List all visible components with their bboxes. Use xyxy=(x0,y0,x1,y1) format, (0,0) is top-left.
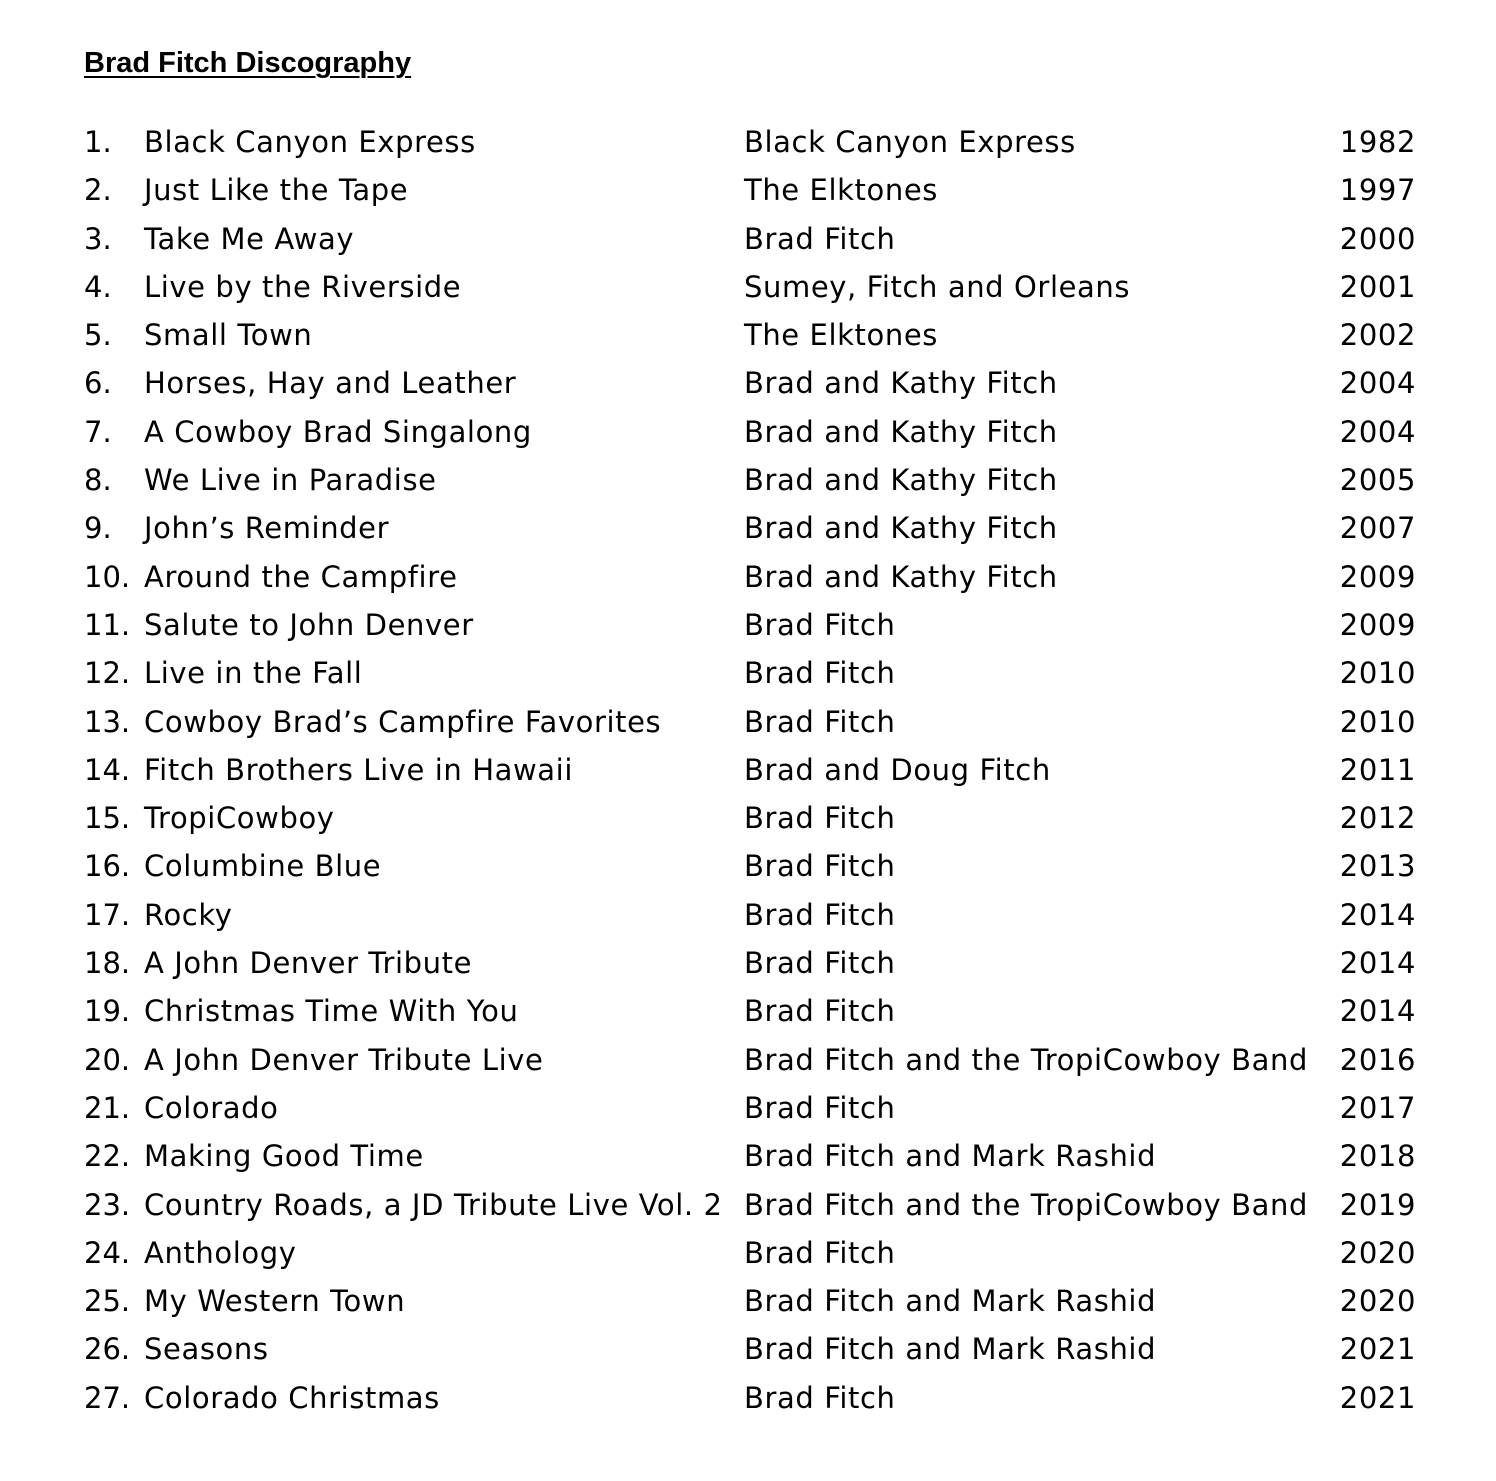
artist-name: Brad Fitch xyxy=(744,946,896,981)
release-year: 2014 xyxy=(1339,897,1416,932)
list-item xyxy=(84,649,1424,697)
release-year: 2009 xyxy=(1339,607,1416,642)
album-title: Black Canyon Express xyxy=(144,125,476,159)
release-year: 2010 xyxy=(1339,656,1416,691)
entry-number: 26. xyxy=(84,1332,131,1367)
list-item xyxy=(84,794,1424,842)
album-title: Columbine Blue xyxy=(144,849,382,884)
album-title: John’s Reminder xyxy=(144,511,390,546)
release-year: 2020 xyxy=(1339,1284,1416,1319)
album-title: Colorado xyxy=(144,1090,279,1125)
release-year: 2002 xyxy=(1339,318,1416,353)
artist-name: Brad and Kathy Fitch xyxy=(744,559,1058,594)
entry-number: 27. xyxy=(84,1380,131,1415)
album-title: A John Denver Tribute xyxy=(144,946,473,981)
entry-number: 24. xyxy=(84,1235,131,1270)
entry-number: 16. xyxy=(84,849,131,884)
artist-name: Brad Fitch xyxy=(744,656,896,691)
album-title: A John Denver Tribute Live xyxy=(144,1042,544,1077)
album-title: Colorado Christmas xyxy=(144,1380,440,1415)
album-title: Anthology xyxy=(144,1235,297,1270)
artist-name: Brad and Kathy Fitch xyxy=(744,366,1058,401)
release-year: 2010 xyxy=(1339,704,1416,739)
artist-name: Brad Fitch xyxy=(744,994,896,1029)
entry-number: 11. xyxy=(84,607,131,642)
release-year: 2007 xyxy=(1339,511,1416,546)
artist-name: Brad and Kathy Fitch xyxy=(744,414,1058,449)
list-item xyxy=(84,166,1424,214)
list-item xyxy=(84,311,1424,359)
album-title: My Western Town xyxy=(144,1284,406,1319)
list-item xyxy=(84,987,1424,1035)
release-year: 2004 xyxy=(1339,414,1416,449)
entry-number: 18. xyxy=(84,946,131,981)
album-title: Salute to John Denver xyxy=(144,607,474,642)
list-item xyxy=(84,1036,1424,1084)
artist-name: Brad Fitch xyxy=(744,704,896,739)
album-title: Making Good Time xyxy=(144,1139,424,1174)
release-year: 2013 xyxy=(1339,849,1416,884)
album-title: TropiCowboy xyxy=(144,801,335,836)
artist-name: Brad Fitch xyxy=(744,1235,896,1270)
entry-number: 13. xyxy=(84,704,131,739)
release-year: 2004 xyxy=(1339,366,1416,401)
list-item xyxy=(84,456,1424,504)
artist-name: Brad Fitch and the TropiCowboy Band xyxy=(744,1187,1308,1222)
release-year: 1982 xyxy=(1339,125,1416,159)
entry-number: 4. xyxy=(84,269,112,304)
artist-name: Brad Fitch xyxy=(744,897,896,932)
artist-name: Brad and Doug Fitch xyxy=(744,752,1051,787)
entry-number: 15. xyxy=(84,801,131,836)
list-item xyxy=(84,939,1424,987)
document-title: Brad Fitch Discography xyxy=(84,47,412,79)
album-title: Live in the Fall xyxy=(144,656,363,691)
list-item xyxy=(84,504,1424,552)
album-title: Small Town xyxy=(144,318,313,353)
discography-list xyxy=(84,118,1424,1422)
list-item xyxy=(84,263,1424,311)
artist-name: Brad Fitch xyxy=(744,849,896,884)
album-title: A Cowboy Brad Singalong xyxy=(144,414,532,449)
release-year: 2019 xyxy=(1339,1187,1416,1222)
list-item xyxy=(84,553,1424,601)
album-title: Live by the Riverside xyxy=(144,269,462,304)
artist-name: Brad Fitch xyxy=(744,221,896,256)
release-year: 2012 xyxy=(1339,801,1416,836)
list-item xyxy=(84,408,1424,456)
release-year: 2005 xyxy=(1339,463,1416,498)
artist-name: Brad Fitch xyxy=(744,607,896,642)
album-title: Cowboy Brad’s Campfire Favorites xyxy=(144,704,662,739)
release-year: 2014 xyxy=(1339,946,1416,981)
entry-number: 6. xyxy=(84,366,112,401)
list-item xyxy=(84,1132,1424,1180)
artist-name: Brad Fitch xyxy=(744,1380,896,1415)
entry-number: 22. xyxy=(84,1139,131,1174)
artist-name: Black Canyon Express xyxy=(744,125,1076,159)
entry-number: 25. xyxy=(84,1284,131,1319)
album-title: Seasons xyxy=(144,1332,269,1367)
list-item xyxy=(84,746,1424,794)
entry-number: 1. xyxy=(84,125,112,159)
album-title: Horses, Hay and Leather xyxy=(144,366,517,401)
list-item xyxy=(84,215,1424,263)
list-item xyxy=(84,1374,1424,1422)
entry-number: 7. xyxy=(84,414,112,449)
artist-name: Brad Fitch and Mark Rashid xyxy=(744,1139,1157,1174)
release-year: 2020 xyxy=(1339,1235,1416,1270)
release-year: 2001 xyxy=(1339,269,1416,304)
entry-number: 12. xyxy=(84,656,131,691)
artist-name: The Elktones xyxy=(744,318,938,353)
artist-name: Brad and Kathy Fitch xyxy=(744,463,1058,498)
list-item xyxy=(84,359,1424,407)
release-year: 2021 xyxy=(1339,1380,1416,1415)
artist-name: Brad Fitch xyxy=(744,801,896,836)
list-item xyxy=(84,698,1424,746)
album-title: Around the Campfire xyxy=(144,559,458,594)
entry-number: 8. xyxy=(84,463,112,498)
album-title: Fitch Brothers Live in Hawaii xyxy=(144,752,573,787)
entry-number: 10. xyxy=(84,559,131,594)
artist-name: Brad and Kathy Fitch xyxy=(744,511,1058,546)
release-year: 1997 xyxy=(1339,173,1416,208)
release-year: 2021 xyxy=(1339,1332,1416,1367)
release-year: 2018 xyxy=(1339,1139,1416,1174)
list-item xyxy=(84,118,1424,166)
list-item xyxy=(84,1325,1424,1373)
release-year: 2000 xyxy=(1339,221,1416,256)
entry-number: 2. xyxy=(84,173,112,208)
album-title: Just Like the Tape xyxy=(144,173,409,208)
list-item xyxy=(84,1181,1424,1229)
album-title: Take Me Away xyxy=(144,221,355,256)
list-item xyxy=(84,1084,1424,1132)
entry-number: 3. xyxy=(84,221,112,256)
list-item xyxy=(84,1277,1424,1325)
list-item xyxy=(84,891,1424,939)
artist-name: Brad Fitch and the TropiCowboy Band xyxy=(744,1042,1308,1077)
artist-name: Brad Fitch and Mark Rashid xyxy=(744,1332,1157,1367)
entry-number: 19. xyxy=(84,994,131,1029)
entry-number: 5. xyxy=(84,318,112,353)
release-year: 2014 xyxy=(1339,994,1416,1029)
album-title: Christmas Time With You xyxy=(144,994,519,1029)
artist-name: Sumey, Fitch and Orleans xyxy=(744,269,1131,304)
entry-number: 17. xyxy=(84,897,131,932)
entry-number: 14. xyxy=(84,752,131,787)
entry-number: 20. xyxy=(84,1042,131,1077)
entry-number: 23. xyxy=(84,1187,131,1222)
album-title: We Live in Paradise xyxy=(144,463,437,498)
release-year: 2009 xyxy=(1339,559,1416,594)
list-item xyxy=(84,1229,1424,1277)
entry-number: 21. xyxy=(84,1090,131,1125)
artist-name: Brad Fitch and Mark Rashid xyxy=(744,1284,1157,1319)
release-year: 2016 xyxy=(1339,1042,1416,1077)
artist-name: Brad Fitch xyxy=(744,1090,896,1125)
list-item xyxy=(84,842,1424,890)
artist-name: The Elktones xyxy=(744,173,938,208)
album-title: Rocky xyxy=(144,897,233,932)
album-title: Country Roads, a JD Tribute Live Vol. 2 xyxy=(144,1187,723,1222)
release-year: 2011 xyxy=(1339,752,1416,787)
entry-number: 9. xyxy=(84,511,112,546)
release-year: 2017 xyxy=(1339,1090,1416,1125)
list-item xyxy=(84,601,1424,649)
